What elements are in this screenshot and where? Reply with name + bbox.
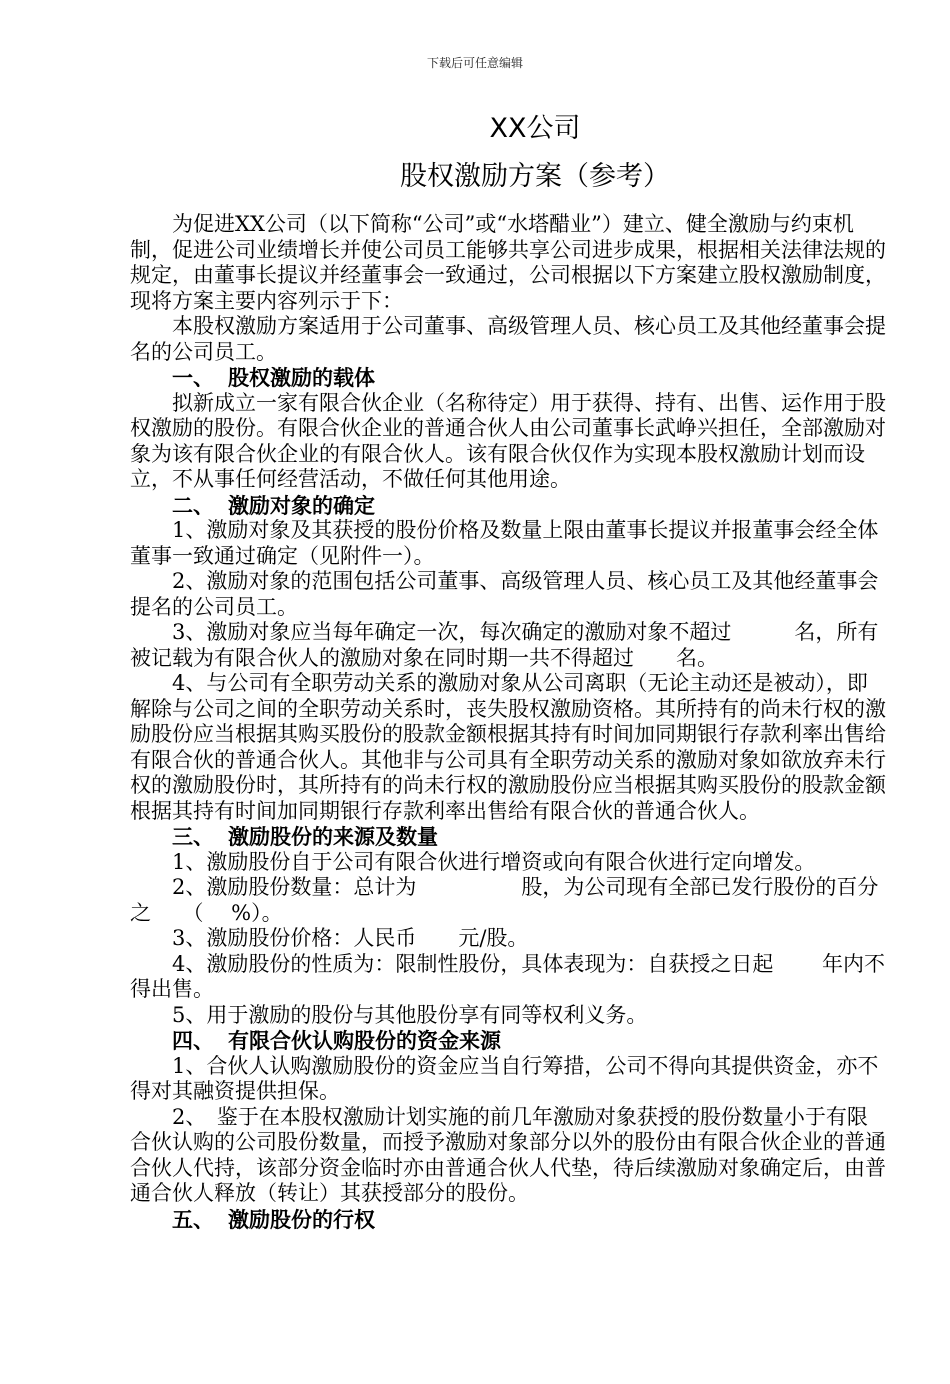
section-number: 四、	[172, 1028, 214, 1053]
section-number: 二、	[172, 492, 214, 518]
section-3-paragraph-2: 2、激励股份数量：总计为 股，为公司现有全部已发行股份的百分之 （ %）。	[130, 875, 879, 925]
section-title: 激励股份的行权	[228, 1206, 375, 1232]
section-2-paragraph-3: 3、激励对象应当每年确定一次，每次确定的激励对象不超过 名，所有被记载为有限合伙人的激励对象在同时期一共不得超过 名。	[130, 620, 879, 670]
document-title: 股权激励方案（参考）	[400, 161, 670, 192]
section-heading-1	[130, 365, 888, 391]
section-heading-2	[130, 493, 888, 519]
section-2-paragraph-1: 1、激励对象及其获授的股份价格及数量上限由董事长提议并报董事会经全体董事一致通过确定（见附件一）。	[130, 518, 879, 568]
section-3-paragraph-3: 3、激励股份价格：人民币 元/股。	[172, 926, 529, 950]
document-body	[130, 212, 888, 1232]
section-number: 三、	[172, 824, 214, 849]
section-heading-4	[130, 1028, 888, 1054]
section-4-paragraph-1: 1、合伙人认购激励股份的资金应当自行筹措，公司不得向其提供资金，亦不得对其融资提供担保。	[130, 1053, 879, 1103]
company-title: XX公司	[489, 113, 581, 144]
section-heading-5	[130, 1207, 888, 1233]
section-3-paragraph-1: 1、激励股份自于公司有限合伙进行增资或向有限合伙进行定向增发。	[172, 849, 816, 874]
section-1-paragraph-1: 拟新成立一家有限合伙企业（名称待定）用于获得、持有、出售、运作用于股权激励的股份。有限合伙企业的普通合伙人由公司董事长武峥兴担任，全部激励对象为该有限合伙企业的有限合伙人。该有限合伙仅作为实现本股权激励计划而设立，不从事任何经营活动，不做任何其他用途。	[130, 390, 886, 491]
section-3-paragraph-5: 5、用于激励的股份与其他股份享有同等权利义务。	[172, 1002, 648, 1027]
page-header-note: 下载后可任意编辑	[426, 56, 523, 70]
section-title: 有限合伙认购股份的资金来源	[228, 1028, 501, 1053]
section-2-paragraph-2: 2、激励对象的范围包括公司董事、高级管理人员、核心员工及其他经董事会提名的公司员工。	[130, 569, 879, 619]
intro-paragraph-1: 为促进XX公司（以下简称“公司”或“水塔醋业”）建立、健全激励与约束机制，促进公司业绩增长并使公司员工能够共享公司进步成果，根据相关法律法规的规定，由董事长提议并经董事会一致通过，公司根据以下方案建立股权激励制度，现将方案主要内容列示于下：	[130, 212, 886, 313]
section-title: 激励股份的来源及数量	[228, 824, 438, 849]
section-2-paragraph-4: 4、与公司有全职劳动关系的激励对象从公司离职（无论主动还是被动），即解除与公司之间的全职劳动关系时，丧失股权激励资格。其所持有的尚未行权的激励股份应当根据其购买股份的股款金额根据其持有时间加同期银行存款利率出售给有限合伙的普通合伙人。其他非与公司具有全职劳动关系的激励对象如欲放弃未行权的激励股份时，其所持有的尚未行权的激励股份应当根据其购买股份的股款金额根据其持有时间加同期银行存款利率出售给有限合伙的普通合伙人。	[130, 671, 886, 823]
section-heading-3	[130, 824, 888, 850]
intro-paragraph-2: 本股权激励方案适用于公司董事、高级管理人员、核心员工及其他经董事会提名的公司员工。	[130, 314, 886, 364]
section-title: 激励对象的确定	[228, 492, 375, 518]
section-3-paragraph-4: 4、激励股份的性质为：限制性股份，具体表现为：自获授之日起 年内不得出售。	[130, 951, 886, 1001]
section-4-paragraph-2: 2、 鉴于在本股权激励计划实施的前几年激励对象获授的股份数量小于有限合伙认购的公司股份数量，而授予激励对象部分以外的股份由有限合伙企业的普通合伙人代持，该部分资金临时亦由普通合伙人代垫，待后续激励对象确定后，由普通合伙人释放（转让）其获授部分的股份。	[130, 1104, 886, 1205]
section-number: 一、	[172, 365, 214, 390]
section-title: 股权激励的载体	[228, 365, 375, 390]
section-number: 五、	[172, 1206, 214, 1232]
